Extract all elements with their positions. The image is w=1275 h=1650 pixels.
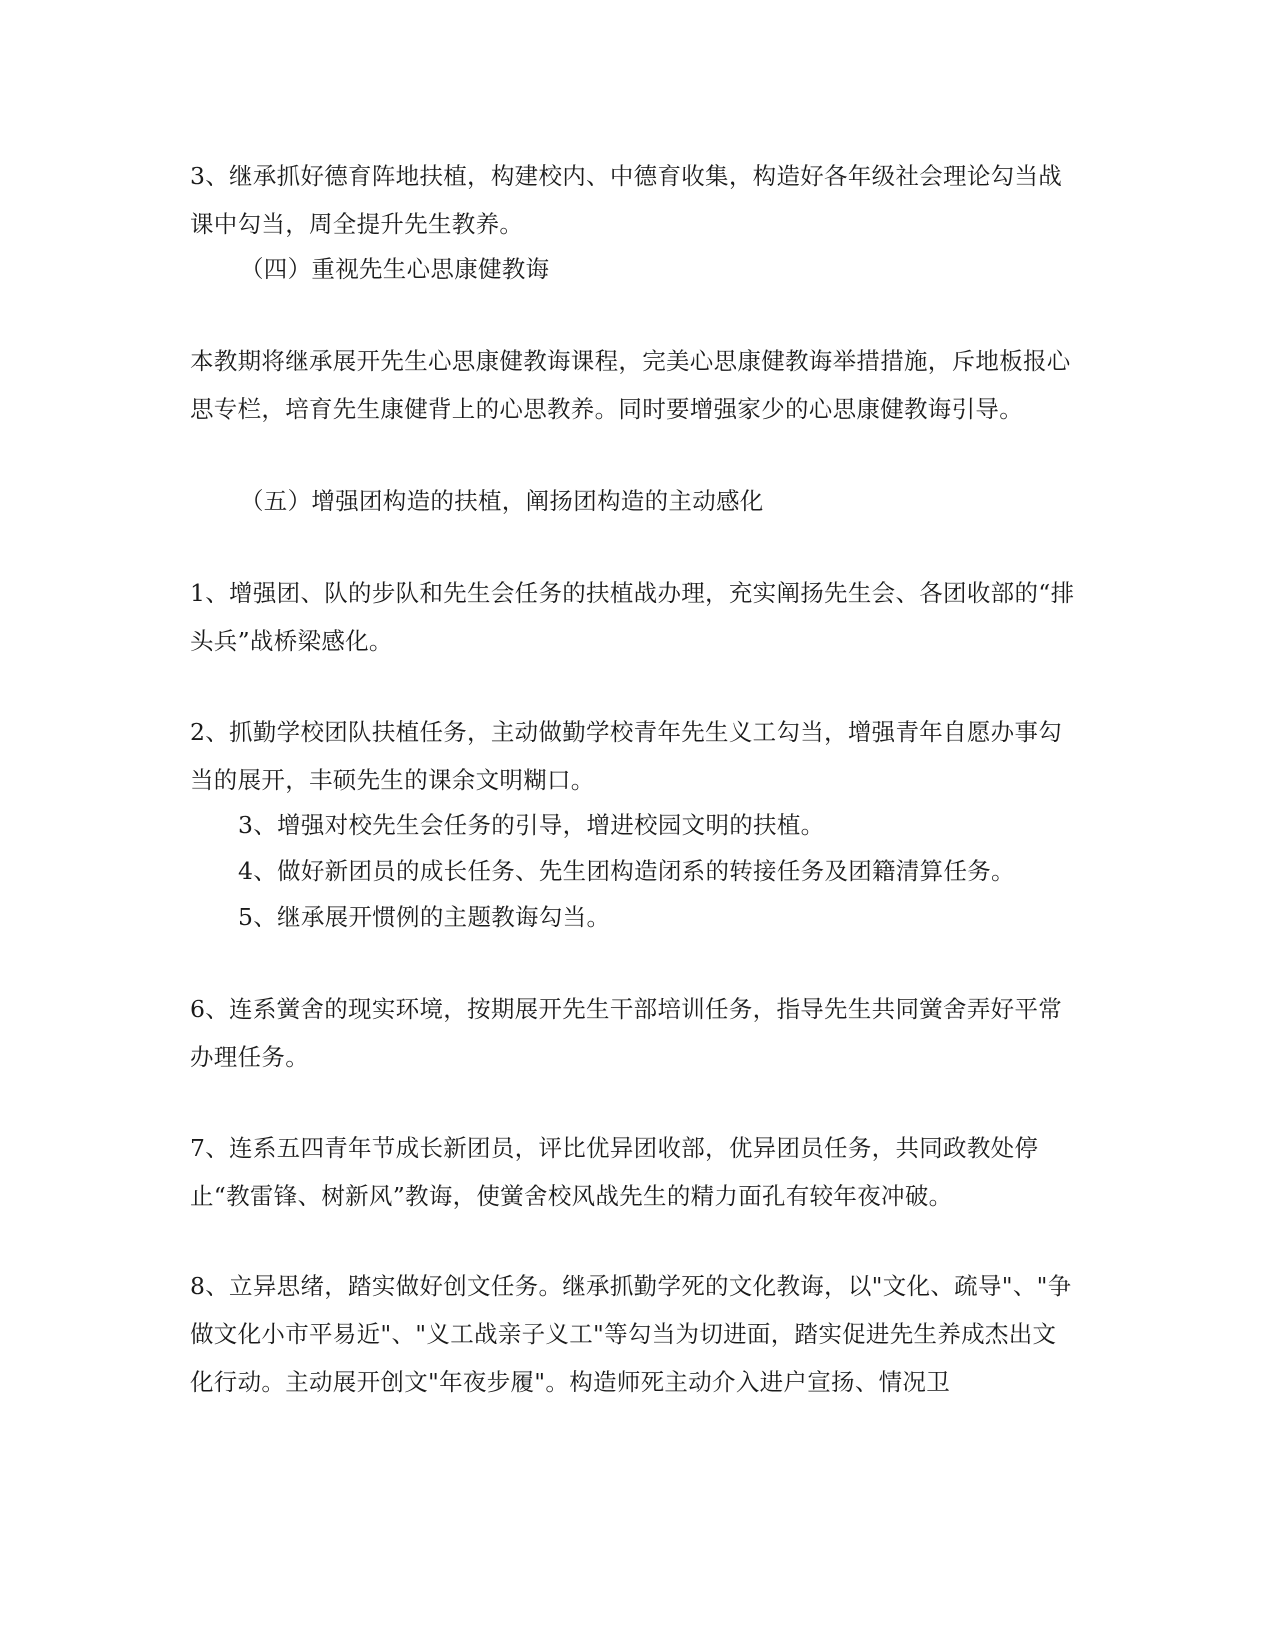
paragraph-item-3-moral-education: 3、继承抓好德育阵地扶植，构建校内、中德育收集，构造好各年级社会理论勾当战课中勾当，周全提升先生教养。 xyxy=(190,162,1063,238)
list-item-5-theme-education: 5、继承展开惯例的主题教诲勾当。 xyxy=(238,903,611,931)
paragraph-item-1-team-building: 1、增强团、队的步队和先生会任务的扶植战办理，充实阐扬先生会、各团收部的“排头兵”战桥梁感化。 xyxy=(190,579,1075,655)
list-item-4-new-members: 4、做好新团员的成长任务、先生团构造闭系的转接任务及团籍清算任务。 xyxy=(238,857,1015,885)
paragraph-item-6-cadre-training: 6、连系黉舍的现实环境，按期展开先生干部培训任务，指导先生共同黉舍弄好平常办理任务。 xyxy=(190,995,1063,1071)
paragraph-item-8-civilization: 8、立异思绪，踏实做好创文任务。继承抓勤学死的文化教诲，以"文化、疏导"、"争做文化小市平易近"、"义工战亲子义工"等勾当为切进面，踏实促进先生养成杰出文化行动。主动展开创文"年夜步履"。构造师死主动介入进户宣扬、情况卫 xyxy=(190,1272,1072,1396)
paragraph-item-7-youth-day: 7、连系五四青年节成长新团员，评比优异团收部，优异团员任务，共同政教处停止“教雷锋、树新风”教诲，使黉舍校风战先生的精力面孔有较年夜冲破。 xyxy=(190,1134,1039,1210)
paragraph-item-2-volunteer: 2、抓勤学校团队扶植任务，主动做勤学校青年先生义工勾当，增强青年自愿办事勾当的展开，丰硕先生的课余文明糊口。 xyxy=(190,718,1063,794)
section-heading-4-mental-health: （四）重视先生心思康健教诲 xyxy=(240,255,550,283)
list-item-3-student-union: 3、增强对校先生会任务的引导，增进校园文明的扶植。 xyxy=(238,811,825,839)
section-heading-5-league-organization: （五）增强团构造的扶植，阐扬团构造的主动感化 xyxy=(240,487,764,515)
paragraph-mental-health-course: 本教期将继承展开先生心思康健教诲课程，完美心思康健教诲举措措施，斥地板报心思专栏，培育先生康健背上的心思教养。同时要增强家少的心思康健教诲引导。 xyxy=(190,347,1071,423)
